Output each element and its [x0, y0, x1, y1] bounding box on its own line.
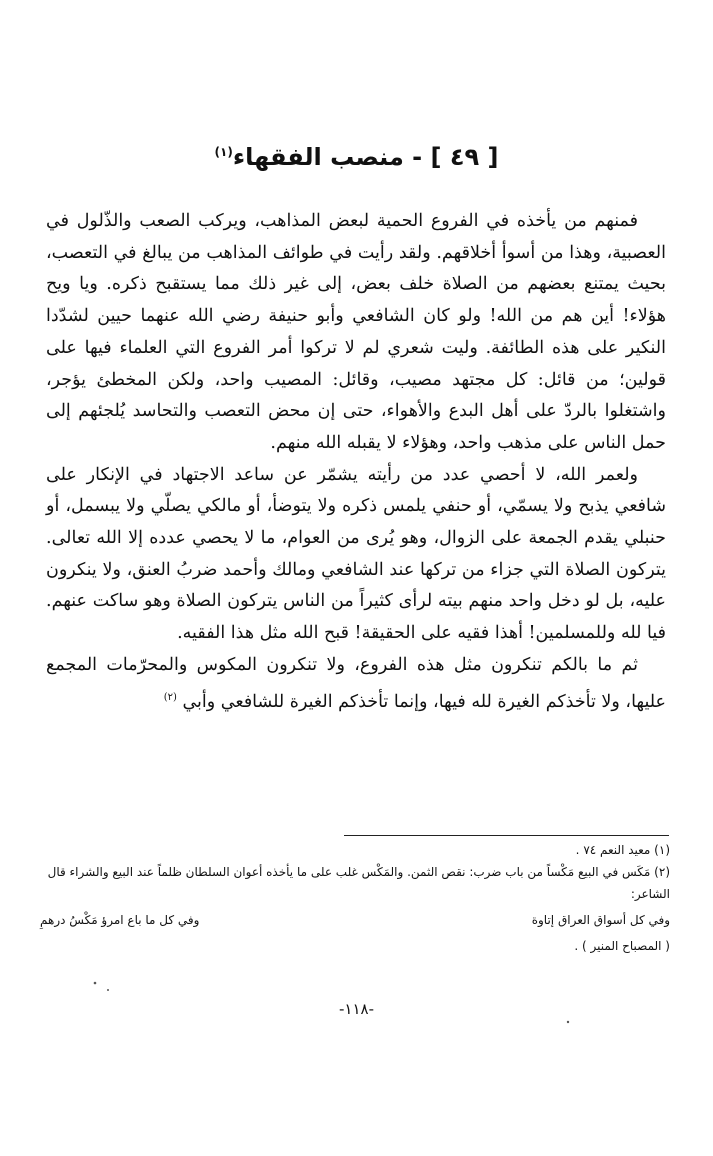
paragraph-3-footnote-mark: (٢): [163, 691, 177, 703]
verse-first-hemistich: وفي كل أسواق العراق إتاوة: [531, 913, 670, 927]
body-text: [46, 206, 666, 718]
paragraph-3: [46, 650, 666, 718]
paragraph-1: فمنهم من يأخذه في الفروع الحمية لبعض المذاهب، ويركب الصعب والذّلول في العصبية، وهذا من أسوأ أخلاقهم. ولقد رأيت في طوائف المذاهب من يبالغ في التعصب، بحيث يمتنع بعضهم من الصلاة خلف بعض، إلى غير ذلك مما يستقبح ذكره. ويا ويح هؤلاء! أين هم من الله! ولو كان الشافعي وأبو حنيفة رضي الله عنهما حيين لشدّدا النكير على هذه الطائفة. وليت شعري لم لا تركوا أمر الفروع التي العلماء فيها على قولين؛ من قائل: كل مجتهد مصيب، وقائل: المصيب واحد، ولكن المخطئ يؤجر، واشتغلوا بالردّ على أهل البدع والأهواء، حتى إن محض التعصب والتحاسد يُلجئهم إلى حمل الناس على مذهب واحد، وهؤلاء لا يقبله الله منهم.: [46, 211, 666, 453]
speck: [107, 989, 109, 991]
heading-footnote-mark: (١): [214, 145, 233, 159]
poetry-verse: [40, 909, 670, 931]
paragraph-2: ولعمر الله، لا أحصي عدد من رأيته يشمّر عن ساعد الاجتهاد في الإنكار على شافعي يذبح ولا يسمّي، أو حنفي يلمس ذكره ولا يتوضأ، أو مالكي يصلّي ولا يبسمل، أو حنبلي يقدم الجمعة على الزوال، وهو يُرى من العوام، ما لا يحصي عدده إلا الله تعالى. يتركون الصلاة التي جزاء من تركها عند الشافعي ومالك وأحمد ضربُ العنق، ولا ينكرون عليه، بل لو دخل واحد منهم بيته لرأى كثيراً من الناس يتركون الصلاة وهو ساكت عنهم. فيا لله وللمسلمين! أهذا فقيه على الحقيقة! قبح الله مثل هذا الفقيه.: [46, 464, 666, 644]
footnote-2: (٢) مَكَس في البيع مَكْساً من باب ضرب: نقص الثمن. والمَكْس غلب على ما يأخذه أعوان السلطان ظلماً عند البيع والشراء قال الشاعر:: [47, 865, 670, 901]
heading-text: [ ٤٩ ] - منصب الفقهاء: [232, 143, 499, 171]
footnote-source: ( المصباح المنير ) .: [574, 939, 670, 953]
speck: [567, 1021, 569, 1023]
footnote-1: (١) معيد النعم ٧٤ .: [575, 843, 670, 857]
verse-second-hemistich: وفي كل ما باع امرؤ مَكْسُ درهمِ: [40, 913, 200, 927]
page-number: -١١٨-: [338, 1000, 374, 1018]
footnotes: [40, 839, 670, 957]
section-heading: [0, 132, 713, 177]
footnote-divider: [344, 835, 669, 836]
speck: [94, 982, 97, 985]
paragraph-3-text: ثم ما بالكم تنكرون مثل هذه الفروع، ولا تنكرون المكوس والمحرّمات المجمع عليها، ولا تأخذكم الغيرة لله فيها، وإنما تأخذكم الغيرة للشافعي وأبي: [46, 654, 666, 712]
